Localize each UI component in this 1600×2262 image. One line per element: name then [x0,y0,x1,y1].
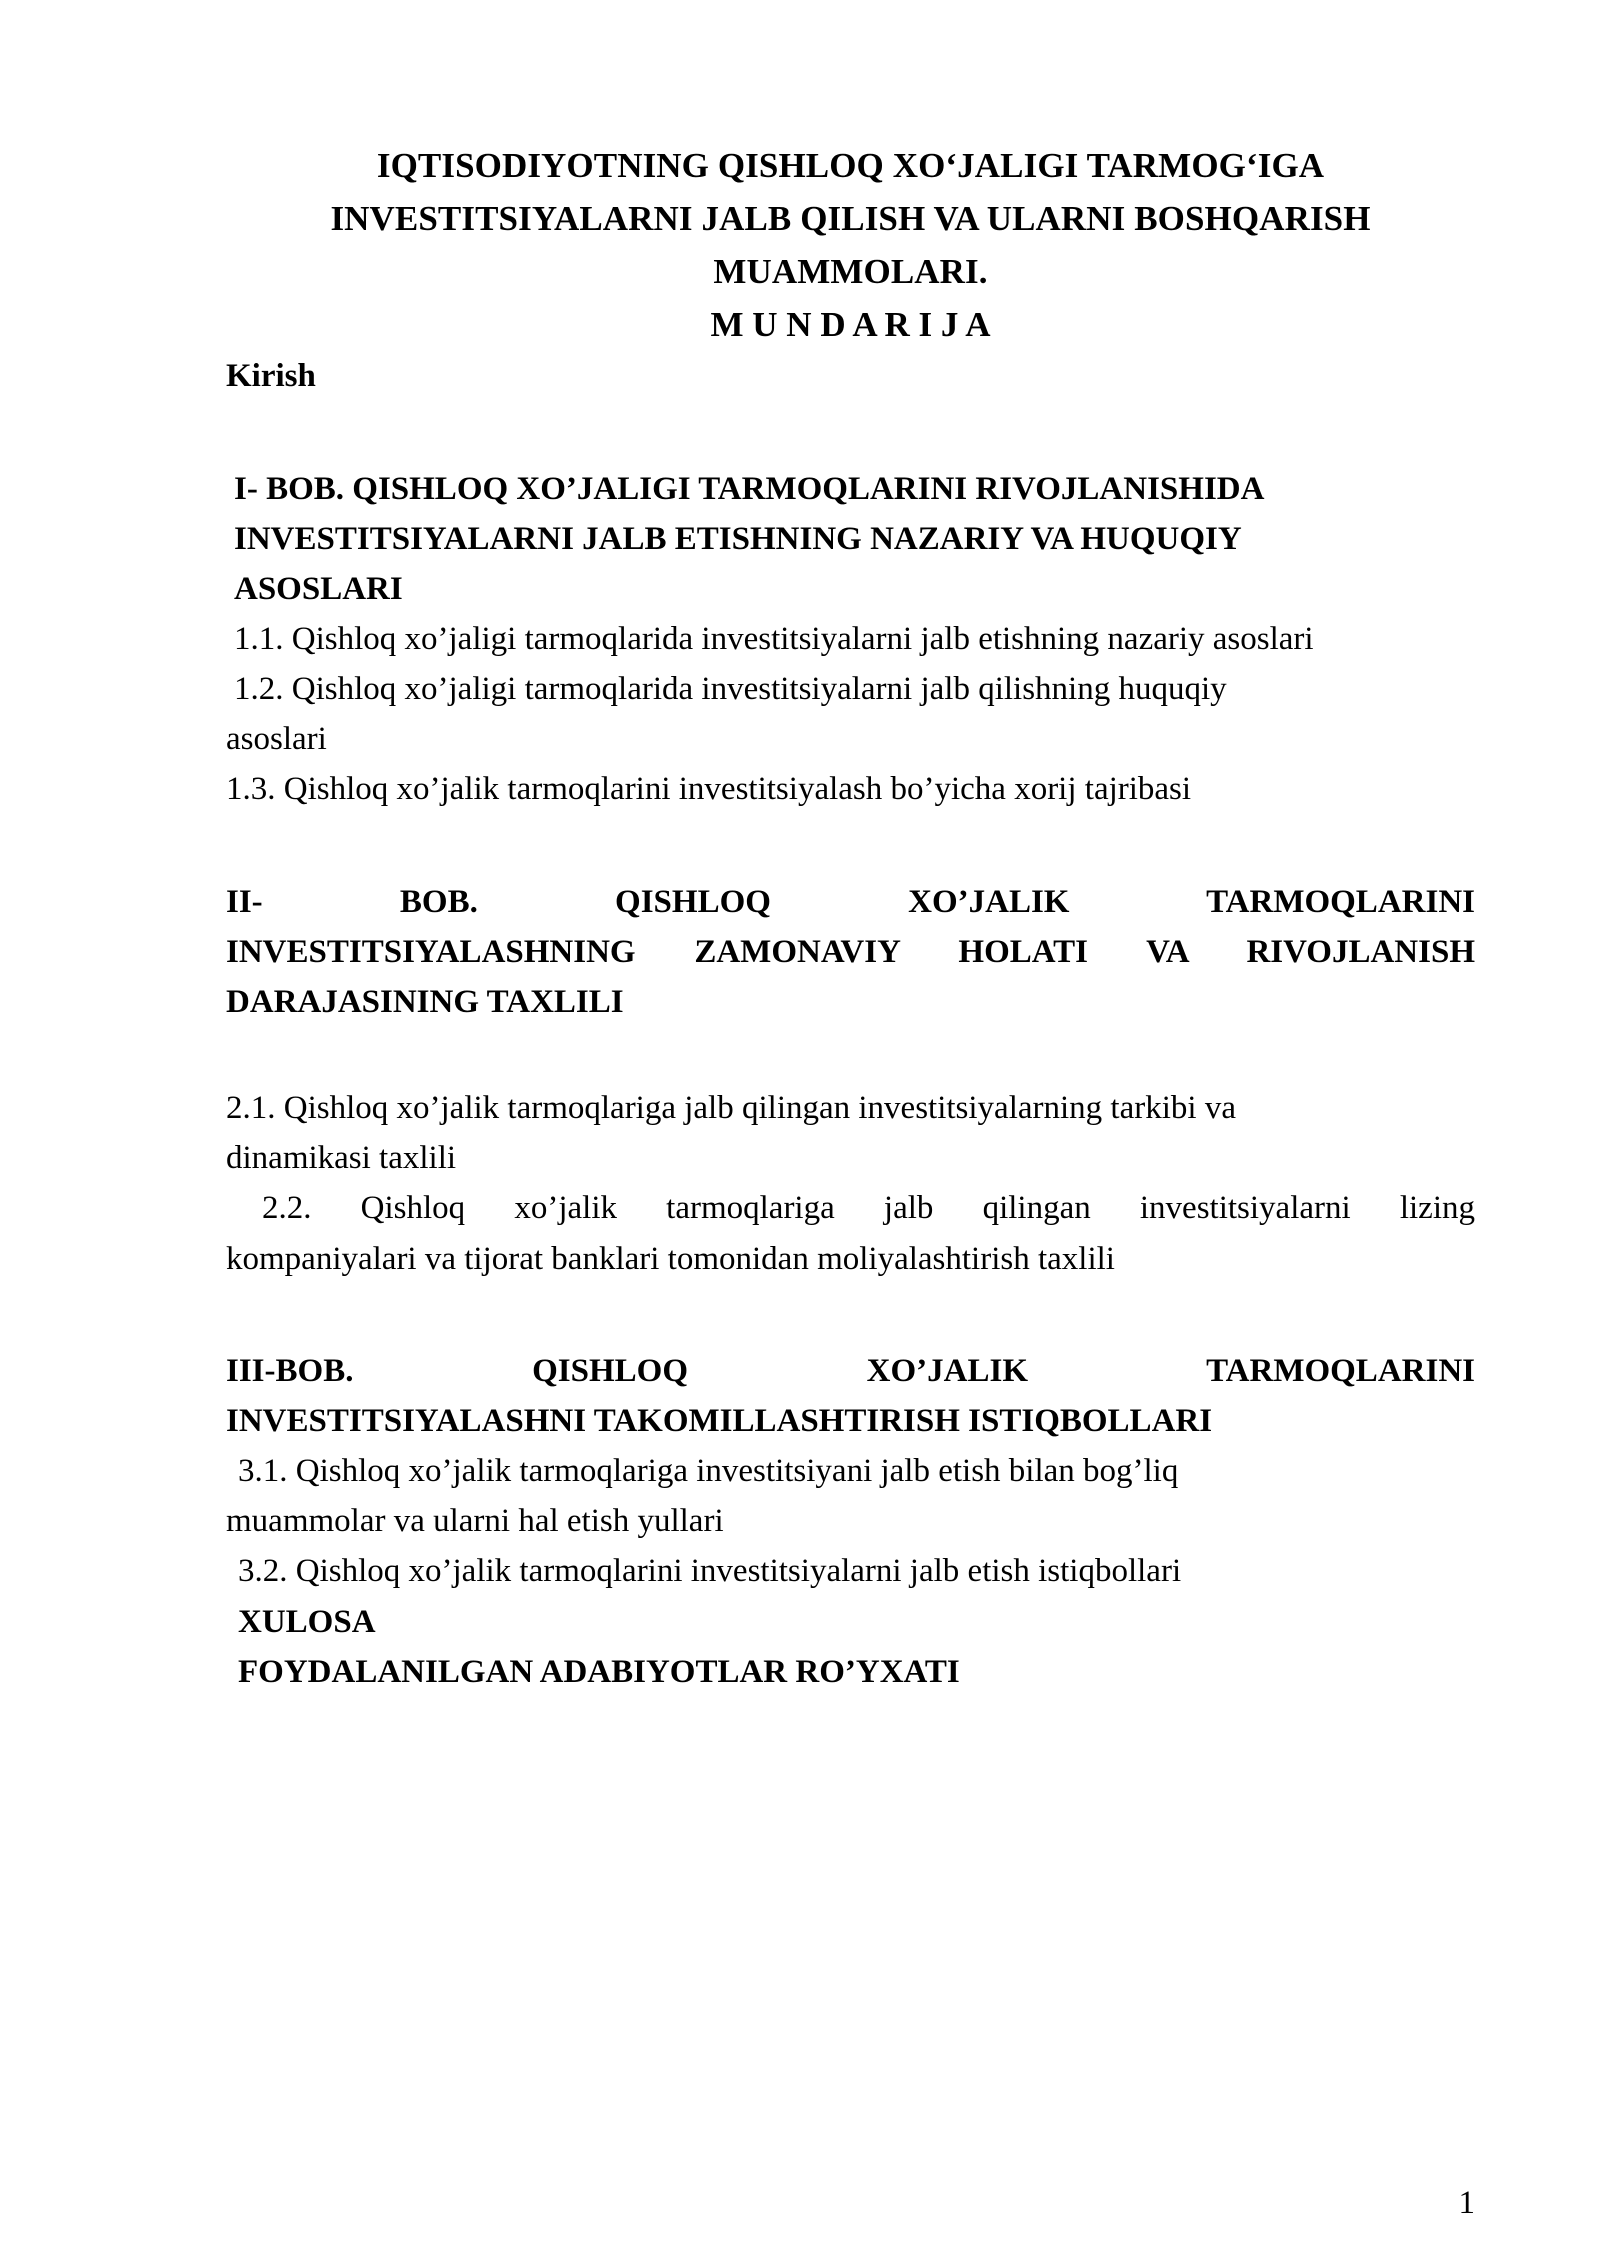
spacer [226,1027,1475,1083]
chapter-three-heading-line-1: III-BOB. QISHLOQ XO’JALIK TARMOQLARINI [226,1352,1475,1389]
chapter-two-heading-line-1: II- BOB. QISHLOQ XO’JALIK TARMOQLARINI [226,883,1475,920]
page-content [226,140,1475,1697]
toc-entry-2-2-line-1: 2.2. Qishloq xo’jalik tarmoqlariga jalb qilingan investitsiyalarni lizing [262,1190,1475,1227]
toc-entry-1-2-cont: asoslari [226,721,327,758]
page-number: 1 [1458,2185,1475,2221]
toc-entry-3-2[interactable]: 3.2. Qishloq xo’jalik tarmoqlarini investitsiyalarni jalb etish istiqbollari [238,1553,1182,1590]
chapter-two-heading[interactable] [226,877,1475,1027]
chapter-two-heading-line-2: INVESTITSIYALASHNING ZAMONAVIY HOLATI VA RIVOJLANISH [226,933,1475,970]
document-title [226,140,1475,299]
chapter-one-heading-line-1[interactable]: I- BOB. QISHLOQ XO’JALIGI TARMOQLARINI RIVOJLANISHIDA [234,470,1265,507]
toc-entry-1-1[interactable]: 1.1. Qishloq xo’jaligi tarmoqlarida investitsiyalarni jalb etishning nazariy asoslari [234,621,1314,657]
chapter-three-heading-line-2: INVESTITSIYALASHNI TAKOMILLASHTIRISH ISTIQBOLLARI [226,1402,1213,1439]
contents-heading: M U N D A R I J A [710,304,991,344]
document-title-line-3: MUAMMOLARI. [713,251,988,291]
toc-entry-2-1-cont: dinamikasi taxlili [226,1140,457,1177]
spacer [226,1284,1475,1346]
toc-entry-3-1[interactable]: 3.1. Qishloq xo’jalik tarmoqlariga investitsiyani jalb etish bilan bog’liq [238,1453,1179,1490]
toc-entry-2-1[interactable]: 2.1. Qishloq xo’jalik tarmoqlariga jalb qilingan investitsiyalarning tarkibi va [226,1090,1236,1127]
document-title-line-1: IQTISODIYOTNING QISHLOQ XO‘JALIGI TARMOG‘IGA [376,146,1325,185]
toc-entry-references[interactable]: FOYDALANILGAN ADABIYOTLAR RO’YXATI [238,1653,960,1690]
toc-entry-1-2[interactable]: 1.2. Qishloq xo’jaligi tarmoqlarida investitsiyalarni jalb qilishning huquqiy [234,671,1227,708]
toc-entry-2-2-line-2: kompaniyalari va tijorat banklari tomonidan moliyalashtirish taxlili [226,1240,1115,1277]
chapter-one-heading-line-2: INVESTITSIYALARNI JALB ETISHNING NAZARIY VA HUQUQIY [234,520,1242,557]
spacer [226,402,1475,464]
toc-entry-1-3[interactable]: 1.3. Qishloq xo’jalik tarmoqlarini investitsiyalash bo’yicha xorij tajribasi [226,771,1192,808]
toc-entry-xulosa[interactable]: XULOSA [238,1603,376,1640]
document-title-line-2: INVESTITSIYALARNI JALB QILISH VA ULARNI BOSHQARISH [330,198,1371,238]
chapter-two-heading-line-3: DARAJASINING TAXLILI [226,983,624,1020]
toc-entry-2-2[interactable] [226,1183,1475,1283]
toc-entry-3-1-cont: muammolar va ularni hal etish yullari [226,1503,724,1540]
chapter-three-heading[interactable] [226,1346,1475,1446]
chapter-one-heading-line-3: ASOSLARI [234,570,403,607]
spacer [226,815,1475,877]
toc-entry-kirish[interactable]: Kirish [226,358,316,395]
